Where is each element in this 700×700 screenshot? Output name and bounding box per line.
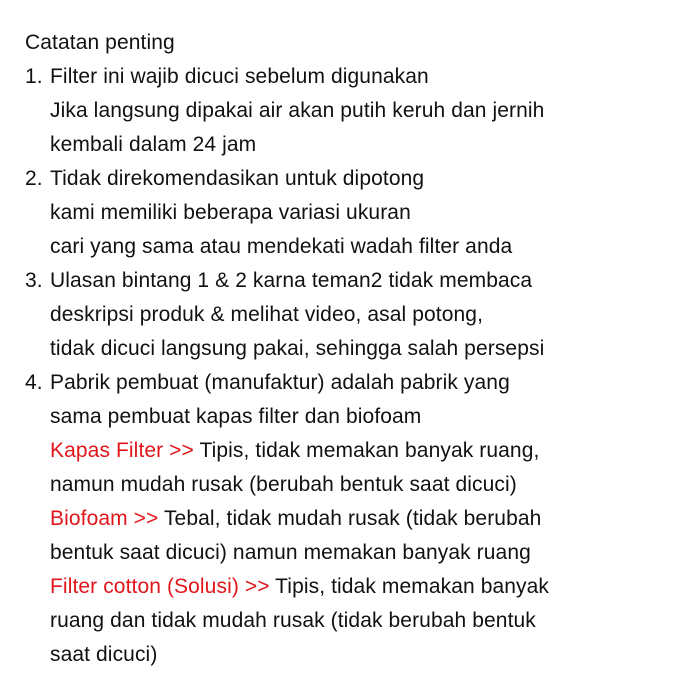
note-text: Tidak direkomendasikan untuk dipotong bbox=[50, 167, 425, 190]
note-line: deskripsi produk & melihat video, asal potong, bbox=[50, 303, 484, 326]
note-line bbox=[25, 264, 690, 298]
note-line: Jika langsung dipakai air akan putih keruh dan jernih bbox=[50, 99, 545, 122]
product-desc: Tipis, tidak memakan banyak ruang, bbox=[193, 439, 540, 462]
note-line: sama pembuat kapas filter dan biofoam bbox=[50, 405, 422, 428]
note-line bbox=[25, 162, 690, 196]
note-text: Ulasan bintang 1 & 2 karna teman2 tidak membaca bbox=[50, 269, 533, 292]
note-line: kami memiliki beberapa variasi ukuran bbox=[50, 201, 411, 224]
note-line bbox=[25, 366, 690, 400]
note-item-2 bbox=[25, 162, 690, 264]
note-line bbox=[25, 60, 690, 94]
product-desc-line: ruang dan tidak mudah rusak (tidak berubah bentuk bbox=[50, 609, 536, 632]
product-desc-line: namun mudah rusak (berubah bentuk saat dicuci) bbox=[50, 473, 517, 496]
product-desc-line: saat dicuci) bbox=[50, 643, 158, 666]
product-desc: Tipis, tidak memakan banyak bbox=[269, 575, 550, 598]
item-number: 2. bbox=[25, 167, 43, 190]
product-kapas-filter bbox=[25, 434, 690, 468]
note-item-3 bbox=[25, 264, 690, 366]
product-name: Biofoam >> bbox=[50, 507, 159, 530]
item-number: 3. bbox=[25, 269, 43, 292]
product-name: Filter cotton (Solusi) >> bbox=[50, 575, 270, 598]
product-desc: Tebal, tidak mudah rusak (tidak berubah bbox=[158, 507, 542, 530]
notes-title: Catatan penting bbox=[25, 31, 175, 54]
product-name: Kapas Filter >> bbox=[50, 439, 194, 462]
note-line: kembali dalam 24 jam bbox=[50, 133, 257, 156]
item-number: 1. bbox=[25, 65, 43, 88]
note-item-1 bbox=[25, 60, 690, 162]
product-biofoam bbox=[25, 502, 690, 536]
note-line: tidak dicuci langsung pakai, sehingga salah persepsi bbox=[50, 337, 545, 360]
note-item-4 bbox=[25, 366, 690, 672]
notes-document bbox=[25, 26, 690, 672]
product-desc-line: bentuk saat dicuci) namun memakan banyak ruang bbox=[50, 541, 531, 564]
item-number: 4. bbox=[25, 371, 43, 394]
note-text: Filter ini wajib dicuci sebelum digunakan bbox=[50, 65, 429, 88]
note-line: cari yang sama atau mendekati wadah filter anda bbox=[50, 235, 513, 258]
product-filter-cotton bbox=[25, 570, 690, 604]
note-text: Pabrik pembuat (manufaktur) adalah pabrik yang bbox=[50, 371, 510, 394]
